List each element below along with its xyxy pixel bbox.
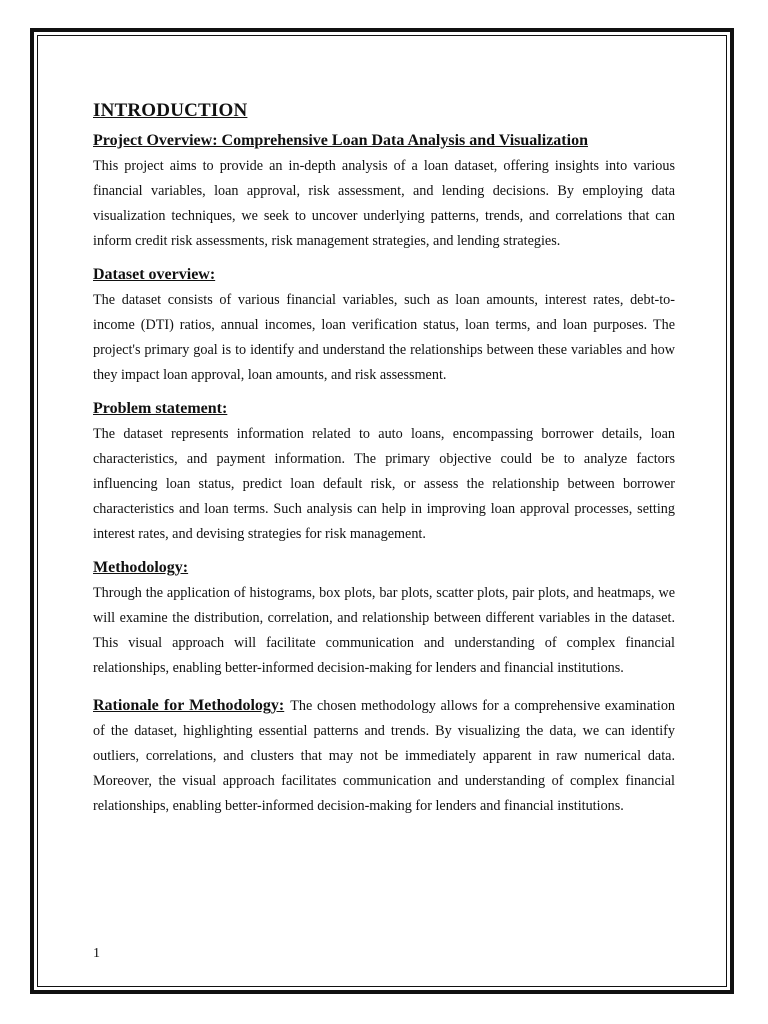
- section-paragraph: The dataset represents information related to auto loans, encompassing borrower details, loan characteristics, and payment information. The primary objective could be to analyze factors influencing loan status, predict loan default risk, or assess the relationship between borrower characteristics and loan terms. Such analysis can help in improving loan approval processes, setting interest rates, and devising strategies for risk management.: [93, 426, 675, 542]
- section-paragraph: Through the application of histograms, box plots, bar plots, scatter plots, pair plots, and heatmaps, we will examine the distribution, correlation, and relationship between different variables in the dataset. This visual approach will facilitate communication and understanding of complex financial relationships, enabling better-informed decision-making for lenders and financial institutions.: [93, 585, 675, 676]
- section-heading: Rationale for Methodology:: [93, 697, 285, 714]
- page-number: 1: [93, 946, 100, 961]
- section-heading: Dataset overview:: [93, 266, 216, 283]
- section-paragraph: The dataset consists of various financial variables, such as loan amounts, interest rates, debt-to-income (DTI) ratios, annual incomes, loan verification status, loan terms, and loan purposes. The project's primary goal is to identify and understand the relationships between these variables and how they impact loan approval, loan amounts, and risk assessment.: [93, 292, 675, 383]
- section-heading: Methodology:: [93, 559, 189, 576]
- section-methodology: [93, 559, 675, 681]
- section-rationale: [93, 693, 675, 819]
- section-paragraph: This project aims to provide an in-depth analysis of a loan dataset, offering insights into various financial variables, loan approval, risk assessment, and lending decisions. By employing data visualization techniques, we seek to uncover underlying patterns, trends, and correlations that can inform credit risk assessments, risk management strategies, and lending strategies.: [93, 158, 675, 249]
- section-dataset-overview: [93, 266, 675, 388]
- section-body-text: The chosen methodology allows for a comprehensive examination of the dataset, highlighting essential patterns and trends. By visualizing the data, we can identify outliers, correlations, and clusters that may not be immediately apparent in raw numerical data. Moreover, the visual approach facilitates communication and understanding of complex financial relationships, enabling better-informed decision-making for lenders and financial institutions.: [93, 698, 676, 814]
- section-heading: Problem statement:: [93, 400, 228, 417]
- document-content: [93, 100, 675, 831]
- section-paragraph: [93, 693, 675, 819]
- section-problem-statement: [93, 400, 675, 547]
- page-title: INTRODUCTION: [93, 100, 248, 121]
- section-project-overview: [93, 132, 675, 254]
- section-heading: Project Overview: Comprehensive Loan Data Analysis and Visualization: [93, 132, 588, 149]
